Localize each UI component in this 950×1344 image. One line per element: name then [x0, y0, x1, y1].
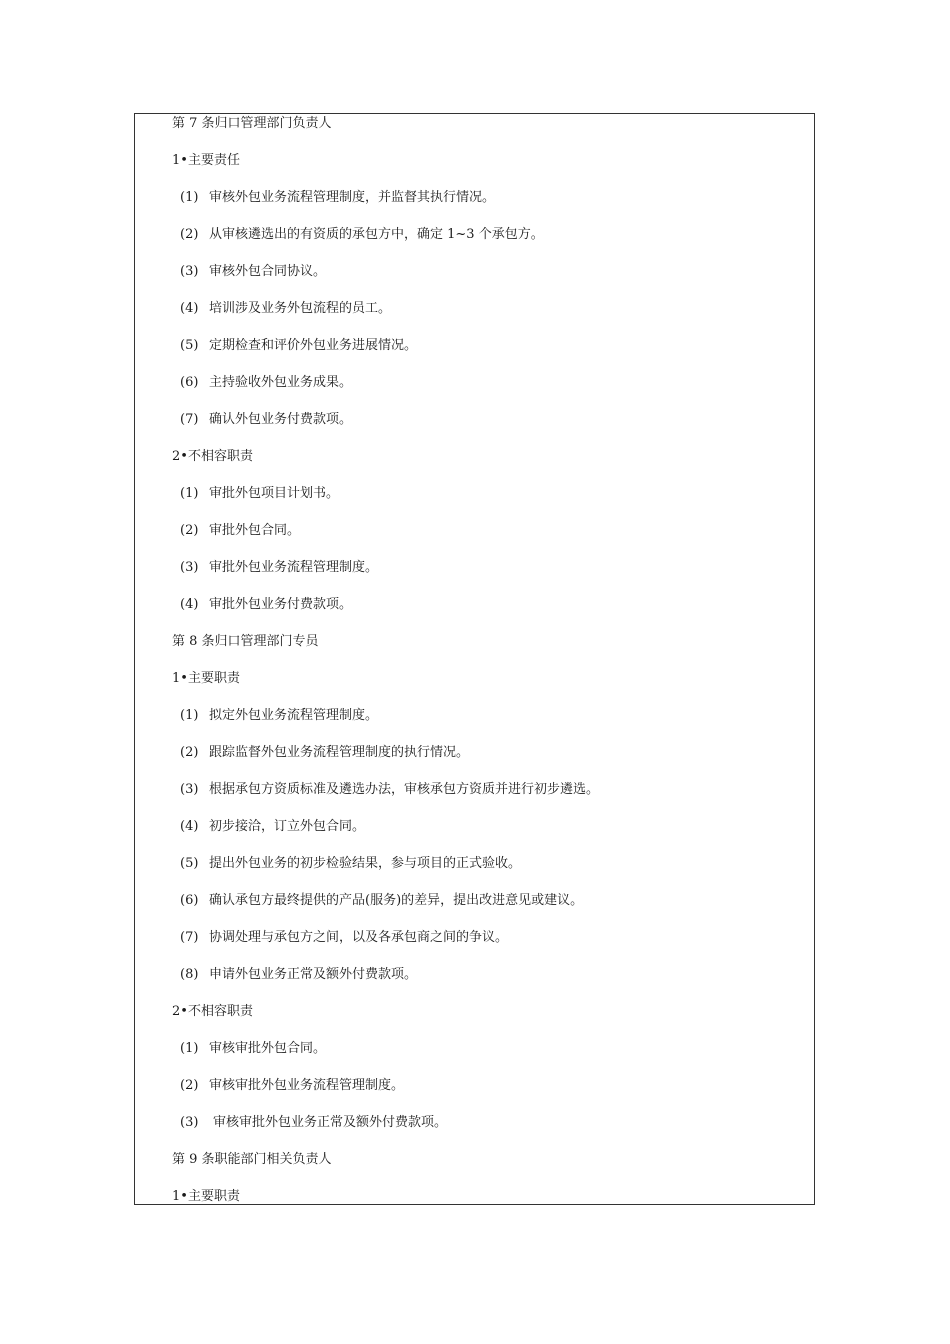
item-number: (3) — [180, 782, 199, 797]
item-number: (1) — [180, 708, 199, 723]
item-number: (7) — [180, 930, 199, 945]
item-number: (4) — [180, 301, 199, 316]
item-number: (8) — [180, 967, 199, 982]
article-9-title: 第 9 条职能部门相关负责人 — [172, 1152, 332, 1167]
list-item: 拟定外包业务流程管理制度。 — [209, 708, 379, 723]
list-item: 审批外包业务付费款项。 — [209, 597, 353, 612]
list-item: 确认承包方最终提供的产品(服务)的差异，提出改进意见或建议。 — [209, 893, 584, 908]
item-number: (2) — [180, 745, 199, 760]
list-item: 定期检查和评价外包业务进展情况。 — [209, 338, 418, 353]
list-item: 提出外包业务的初步检验结果，参与项目的正式验收。 — [209, 856, 522, 871]
list-item: 确认外包业务付费款项。 — [209, 412, 353, 427]
list-item: 初步接洽，订立外包合同。 — [209, 819, 366, 834]
list-item: 申请外包业务正常及额外付费款项。 — [209, 967, 418, 982]
list-item: 审批外包合同。 — [209, 523, 301, 538]
item-number: (7) — [180, 412, 199, 427]
document-frame — [134, 113, 815, 1205]
list-item: 跟踪监督外包业务流程管理制度的执行情况。 — [209, 745, 470, 760]
article-8-section-2-title: 2•不相容职责 — [172, 1004, 253, 1019]
item-number: (2) — [180, 523, 199, 538]
list-item: 审核审批外包业务流程管理制度。 — [209, 1078, 405, 1093]
item-number: (2) — [180, 227, 199, 242]
list-item: 主持验收外包业务成果。 — [209, 375, 353, 390]
item-number: (3) — [180, 560, 199, 575]
item-number: (3) — [180, 264, 199, 279]
list-item: 审核外包业务流程管理制度，并监督其执行情况。 — [209, 190, 496, 205]
list-item: 审批外包业务流程管理制度。 — [209, 560, 379, 575]
list-item: 审核外包合同协议。 — [209, 264, 327, 279]
item-number: (1) — [180, 1041, 199, 1056]
list-item: 从审核遴选出的有资质的承包方中，确定 1~3 个承包方。 — [209, 227, 544, 242]
list-item: 根据承包方资质标准及遴选办法，审核承包方资质并进行初步遴选。 — [209, 782, 600, 797]
list-item: 审核审批外包合同。 — [209, 1041, 327, 1056]
article-9-section-1-title: 1•主要职责 — [172, 1189, 240, 1204]
article-8-title: 第 8 条归口管理部门专员 — [172, 634, 319, 649]
list-item: 审批外包项目计划书。 — [209, 486, 340, 501]
item-number: (1) — [180, 190, 199, 205]
item-number: (5) — [180, 856, 199, 871]
item-number: (4) — [180, 597, 199, 612]
item-number: (5) — [180, 338, 199, 353]
item-number: (6) — [180, 375, 199, 390]
list-item: 培训涉及业务外包流程的员工。 — [209, 301, 392, 316]
item-number: (2) — [180, 1078, 199, 1093]
article-7-section-2-title: 2•不相容职责 — [172, 449, 253, 464]
item-number: (6) — [180, 893, 199, 908]
article-8-section-1-title: 1•主要职责 — [172, 671, 240, 686]
article-7-section-1-title: 1•主要责任 — [172, 153, 240, 168]
list-item: 审核审批外包业务正常及额外付费款项。 — [213, 1115, 448, 1130]
article-7-title: 第 7 条归口管理部门负责人 — [172, 116, 332, 131]
item-number: (4) — [180, 819, 199, 834]
item-number: (1) — [180, 486, 199, 501]
item-number: (3) — [180, 1115, 199, 1130]
list-item: 协调处理与承包方之间，以及各承包商之间的争议。 — [209, 930, 509, 945]
